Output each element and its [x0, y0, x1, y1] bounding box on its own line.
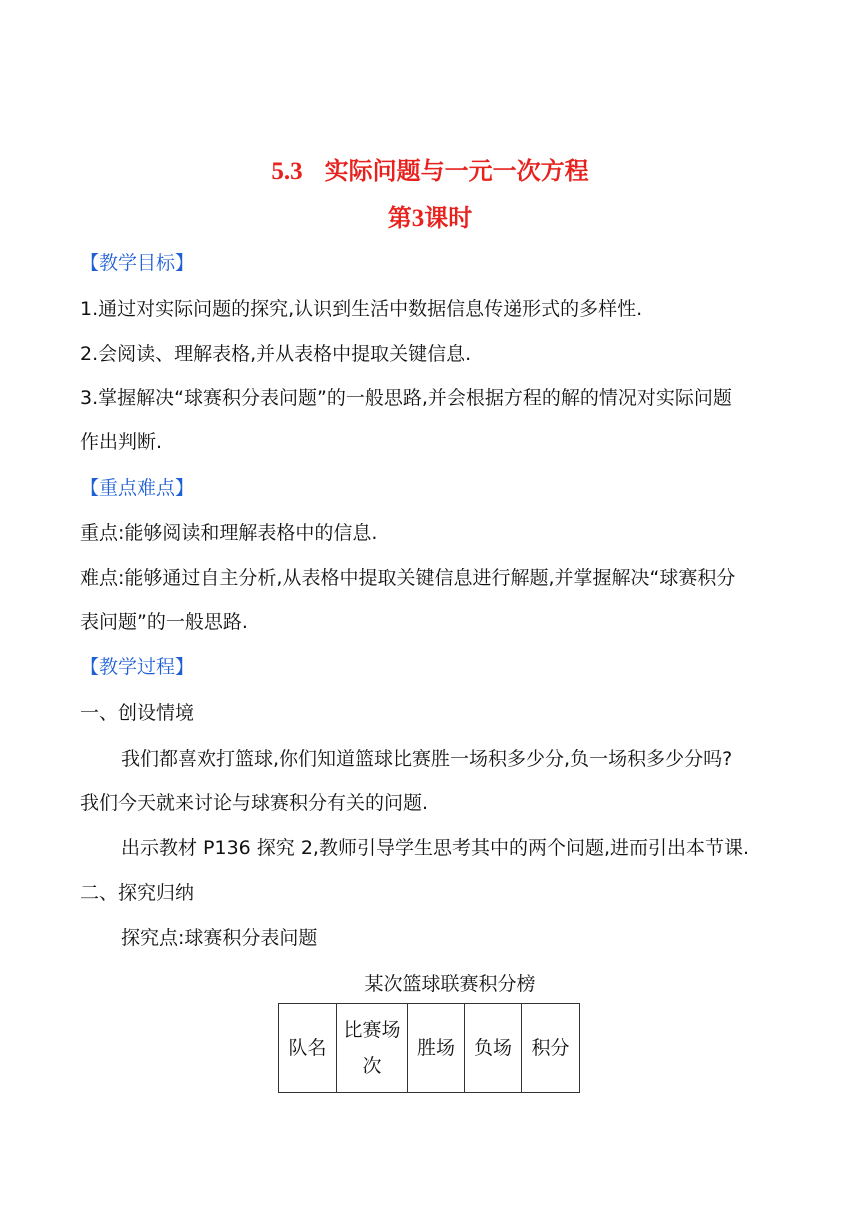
section-1-paragraph-1: 我们都喜欢打篮球,你们知道篮球比赛胜一场积多少分,负一场积多少分吗? — [121, 748, 733, 770]
header-wins: 胜场 — [408, 1004, 465, 1093]
table-header-row — [279, 1004, 580, 1093]
score-table — [278, 1003, 580, 1093]
goal-item-2: 2.会阅读、理解表格,并从表格中提取关键信息. — [80, 343, 472, 365]
section-1-title: 一、创设情境 — [80, 702, 195, 724]
header-games-played-line2: 次 — [362, 1055, 382, 1077]
table-caption: 某次篮球联赛积分榜 — [364, 973, 536, 995]
lesson-title — [0, 156, 860, 187]
process-heading: 【教学过程】 — [80, 656, 195, 678]
goal-item-3: 3.掌握解决“球赛积分表问题”的一般思路,并会根据方程的解的情况对实际问题 — [80, 387, 732, 409]
lesson-subtitle — [0, 203, 860, 234]
key-points-heading: 【重点难点】 — [80, 477, 195, 499]
header-losses: 负场 — [465, 1004, 522, 1093]
section-2-title: 二、探究归纳 — [80, 882, 195, 904]
goals-heading: 【教学目标】 — [80, 252, 195, 274]
lesson-suffix: 课时 — [424, 204, 473, 232]
key-point-focus: 重点:能够阅读和理解表格中的信息. — [80, 522, 378, 544]
header-games-played-line1: 比赛场 — [343, 1019, 401, 1041]
goal-item-3-cont: 作出判断. — [80, 431, 163, 453]
section-1-paragraph-2: 出示教材 P136 探究 2,教师引导学生思考其中的两个问题,进而引出本节课. — [121, 837, 750, 859]
explore-point: 探究点:球赛积分表问题 — [121, 927, 318, 949]
section-title: 实际问题与一元一次方程 — [324, 157, 589, 185]
section-number: 5.3 — [271, 158, 303, 185]
lesson-prefix: 第 — [387, 204, 412, 232]
key-point-difficulty-cont: 表问题”的一般思路. — [80, 611, 248, 633]
goal-item-1: 1.通过对实际问题的探究,认识到生活中数据信息传递形式的多样性. — [80, 298, 643, 320]
header-points: 积分 — [522, 1004, 580, 1093]
header-games-played — [337, 1004, 408, 1093]
section-1-paragraph-1-cont: 我们今天就来讨论与球赛积分有关的问题. — [80, 792, 429, 814]
lesson-number: 3 — [411, 205, 425, 232]
key-point-difficulty: 难点:能够通过自主分析,从表格中提取关键信息进行解题,并掌握解决“球赛积分 — [80, 567, 736, 589]
header-team-name: 队名 — [279, 1004, 337, 1093]
